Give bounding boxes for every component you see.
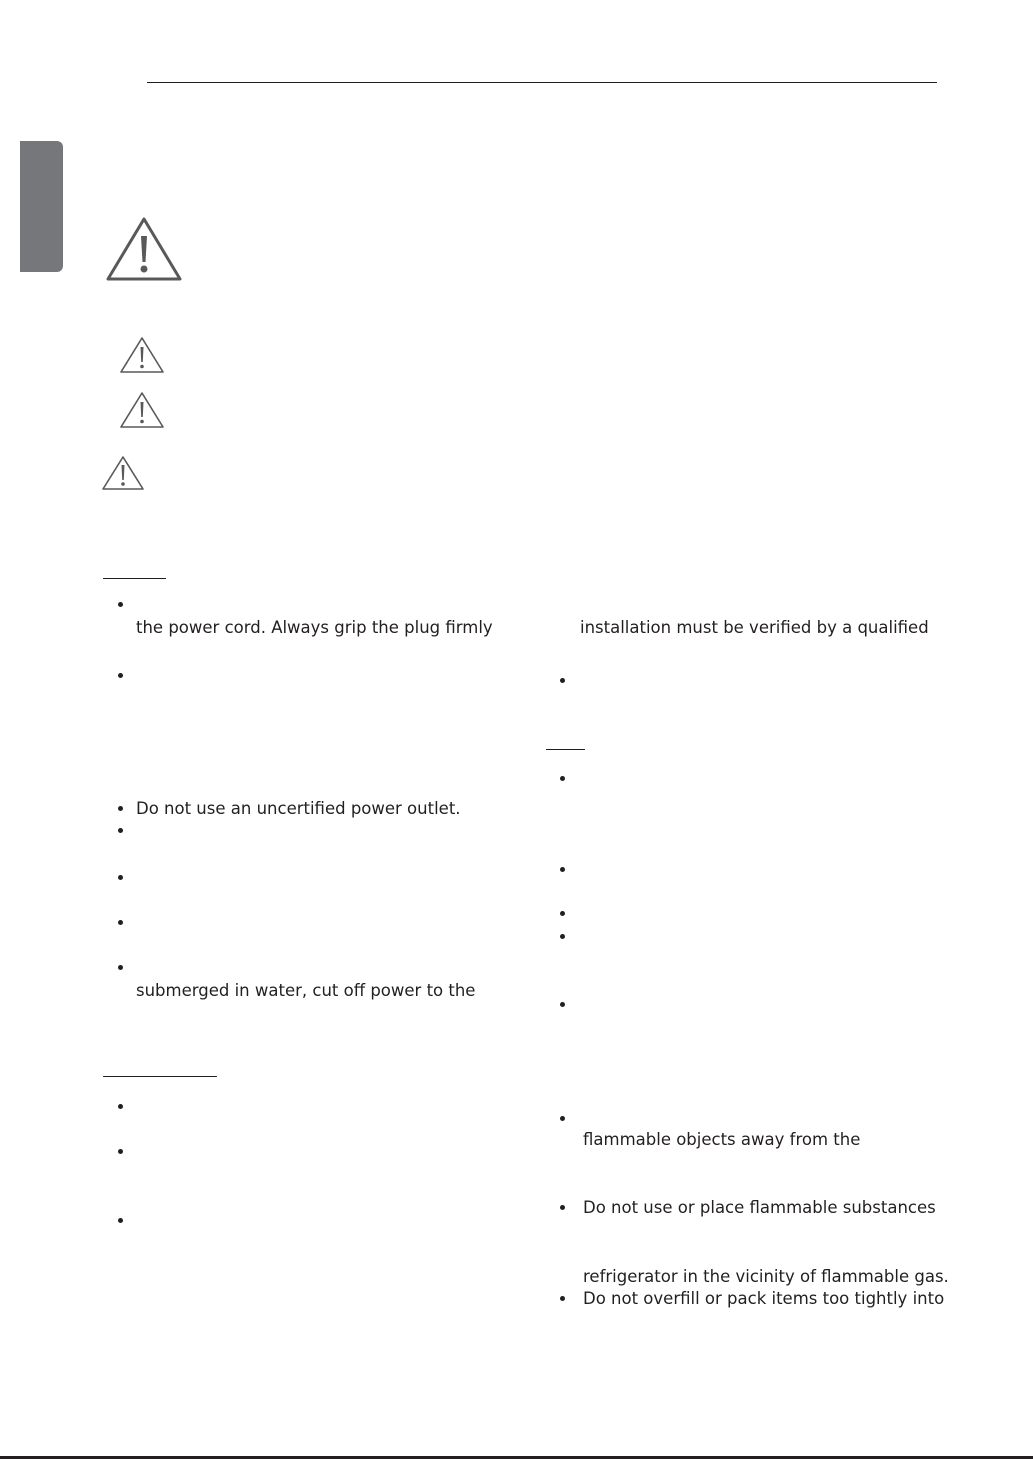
bullet-dot bbox=[118, 806, 123, 811]
bullet-dot bbox=[560, 1002, 565, 1007]
bullet-dot bbox=[560, 867, 565, 872]
body-text-line: refrigerator in the vicinity of flammable gas. bbox=[583, 1267, 949, 1286]
bullet-dot bbox=[118, 1104, 123, 1109]
bullet-dot bbox=[560, 1116, 565, 1121]
body-text-line: Do not use or place flammable substances bbox=[583, 1198, 936, 1217]
header-rule bbox=[147, 82, 937, 83]
bullet-dot bbox=[118, 1149, 123, 1154]
bullet-dot bbox=[560, 1205, 565, 1210]
bullet-dot bbox=[118, 965, 123, 970]
bullet-dot bbox=[118, 920, 123, 925]
bullet-dot bbox=[118, 875, 123, 880]
warning-triangle-icon bbox=[119, 391, 165, 429]
body-text-line: installation must be verified by a qualified bbox=[580, 618, 929, 637]
section-heading-rule bbox=[546, 749, 585, 750]
body-text-line: the power cord. Always grip the plug firmly bbox=[136, 618, 493, 637]
bullet-dot bbox=[560, 934, 565, 939]
bullet-dot bbox=[118, 602, 123, 607]
body-text-line: Do not use an uncertified power outlet. bbox=[136, 799, 461, 818]
section-heading-rule bbox=[103, 1076, 217, 1077]
bullet-dot bbox=[118, 1218, 123, 1223]
bullet-dot bbox=[560, 678, 565, 683]
warning-triangle-icon bbox=[101, 455, 145, 491]
bullet-dot bbox=[560, 911, 565, 916]
warning-triangle-icon bbox=[119, 336, 165, 374]
body-text-line: submerged in water, cut off power to the bbox=[136, 981, 476, 1000]
body-text-line: Do not overfill or pack items too tightly into bbox=[583, 1289, 945, 1308]
bullet-dot bbox=[118, 673, 123, 678]
body-text-line: flammable objects away from the bbox=[583, 1130, 861, 1149]
section-heading-rule bbox=[103, 578, 166, 579]
warning-triangle-icon bbox=[105, 216, 183, 282]
bullet-dot bbox=[118, 828, 123, 833]
bullet-dot bbox=[560, 776, 565, 781]
language-side-tab bbox=[20, 141, 63, 272]
bullet-dot bbox=[560, 1296, 565, 1301]
